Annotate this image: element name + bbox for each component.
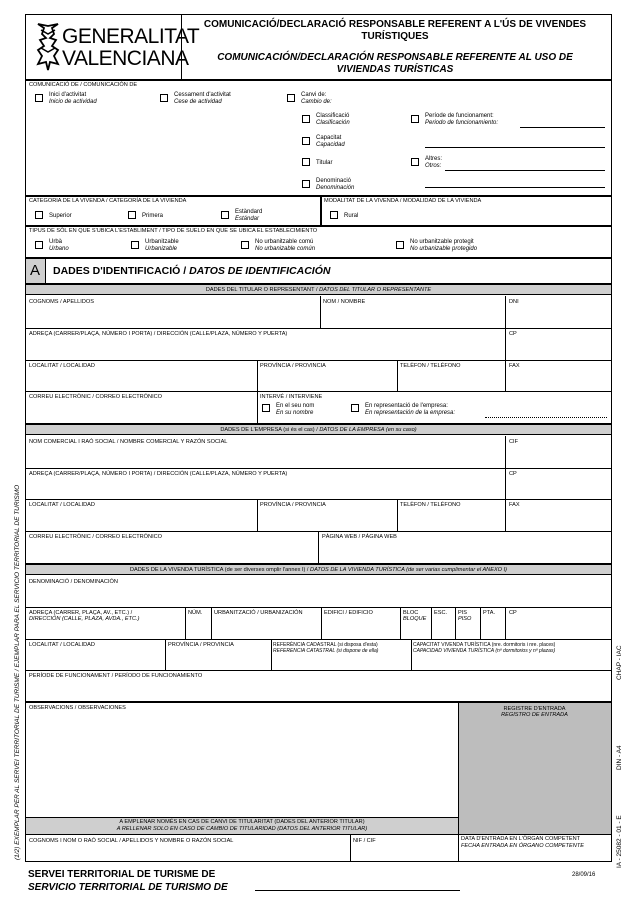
periode-line-2[interactable] xyxy=(425,147,605,148)
viv-pta: PTA. xyxy=(483,610,496,616)
emp-row-1 xyxy=(25,468,612,469)
emp-nom-field[interactable] xyxy=(26,446,504,467)
cessament-label-v: Cessament d'activitat xyxy=(174,92,231,98)
repres-line[interactable] xyxy=(485,417,607,418)
footer-servei-e: SERVICIO TERRITORIAL DE TURISMO DE xyxy=(28,882,228,893)
empresa-band-v: DADES DE L'EMPRESA (si és el cas) / xyxy=(220,427,320,433)
emp-localitat-field[interactable] xyxy=(26,509,256,530)
anterior-nif-field[interactable] xyxy=(351,845,457,861)
noub-prot-checkbox[interactable] xyxy=(396,241,404,249)
viv-address-field[interactable] xyxy=(26,624,184,638)
titular-band-e: DATOS DEL TITULAR O REPRESENTANTE xyxy=(319,287,432,293)
titular-band-text xyxy=(26,287,611,294)
empresa-band-text xyxy=(26,427,611,434)
primera-checkbox[interactable] xyxy=(128,211,136,219)
viv-bloc-v: BLOC xyxy=(403,610,419,616)
estandard-label-v: Estàndard xyxy=(235,209,263,215)
urbanitzable-label-e: Urbanizable xyxy=(145,246,178,252)
anterior-data-v: DATA D'ENTRADA EN L'ÒRGAN COMPETENT xyxy=(461,836,581,842)
capacitat-checkbox[interactable] xyxy=(302,137,310,145)
viv-row-2 xyxy=(25,639,612,640)
viv-col-esc xyxy=(431,607,432,639)
altres-line[interactable] xyxy=(445,170,605,171)
registre-e: REGISTRO DE ENTRADA xyxy=(501,712,568,718)
tit-fax-field[interactable] xyxy=(506,370,611,390)
viv-capac-v: CAPACITAT VIVENDA TURÍSTICA (nre. dormitoris i nre. places) xyxy=(413,642,556,648)
nom-propi-e: En su nombre xyxy=(276,410,314,416)
tit-telefon: TELÈFON / TELÉFONO xyxy=(400,363,461,369)
viv-col-pis xyxy=(455,607,456,639)
section-a-letter: A xyxy=(30,262,41,279)
primera-label: Primera xyxy=(142,213,164,219)
viv-denominacio: DENOMINACIÓ / DENOMINACIÓN xyxy=(29,579,118,585)
logo-text-2: VALENCIANA xyxy=(62,47,189,70)
emp-cif-field[interactable] xyxy=(506,446,611,467)
tit-cp-field[interactable] xyxy=(506,338,611,359)
noub-comu-checkbox[interactable] xyxy=(241,241,249,249)
emp-web-field[interactable] xyxy=(319,541,611,563)
emp-correu: CORREU ELECTRÒNIC / CORREO ELECTRÓNICO xyxy=(29,534,163,540)
inici-label-v: Inici d'activitat xyxy=(49,92,87,98)
urbanitzable-checkbox[interactable] xyxy=(131,241,139,249)
viv-adreca-e: DIRECCIÓN (CALLE, PLAZA, AVDA., ETC.) xyxy=(29,616,140,622)
emp-cp: CP xyxy=(509,471,517,477)
emp-adreca-field[interactable] xyxy=(26,478,504,498)
nom-propi-v: En el seu nom xyxy=(276,403,315,409)
emp-adreca: ADREÇA (CARRER/PLAÇA, NÚMERO I PORTA) / DIRECCIÓN (CALLE/PLAZA, NÚMERO Y PUERTA) xyxy=(29,471,288,477)
tit-row-2 xyxy=(25,360,612,361)
urba-checkbox[interactable] xyxy=(35,241,43,249)
anterior-band-v: A EMPLENAR NOMÉS EN CAS DE CANVI DE TITULARITAT (DADES DEL ANTERIOR TITULAR) xyxy=(119,819,365,825)
emp-provincia-field[interactable] xyxy=(258,509,396,530)
tit-localitat-field[interactable] xyxy=(26,370,256,390)
registre-box xyxy=(458,703,611,834)
emp-provincia: PROVÍNCIA / PROVINCIA xyxy=(260,502,326,508)
tit-localitat: LOCALITAT / LOCALIDAD xyxy=(29,363,95,369)
viv-refcad-field[interactable] xyxy=(272,656,410,669)
tit-cognoms: COGNOMS / APELLIDOS xyxy=(29,299,94,305)
repres-v: En representació de l'empresa: xyxy=(365,403,448,409)
classificacio-label-v: Classificació xyxy=(316,113,350,119)
emp-cp-field[interactable] xyxy=(506,478,611,498)
urba-label-v: Urbà xyxy=(49,239,63,245)
tit-provincia-field[interactable] xyxy=(258,370,396,390)
footer-servei-line[interactable] xyxy=(255,890,460,891)
viv-row-1 xyxy=(25,607,612,608)
viv-localitat: LOCALITAT / LOCALIDAD xyxy=(29,642,95,648)
superior-label: Superior xyxy=(49,213,72,219)
canvi-label-e: Cambio de: xyxy=(301,99,332,105)
tit-cp: CP xyxy=(509,331,517,337)
denominacio-checkbox[interactable] xyxy=(302,180,310,188)
emp-telefon: TELÈFON / TELÉFONO xyxy=(400,502,461,508)
empresa-band-e: DATOS DE LA EMPRESA (en su caso) xyxy=(319,427,417,433)
urba-label-e: Urbano xyxy=(49,246,69,252)
viv-col-urb xyxy=(211,607,212,639)
classificacio-label-e: Clasificación xyxy=(316,120,350,126)
title-spanish: COMUNICACIÓN/DECLARACIÓN RESPONSABLE REFERENTE AL USO DE VIVIENDAS TURÍSTICAS xyxy=(217,52,573,75)
emp-web: PÀGINA WEB / PÁGINA WEB xyxy=(322,534,397,540)
titular-label: Titular xyxy=(316,160,333,166)
altres-line-2[interactable] xyxy=(425,187,605,188)
emp-correu-field[interactable] xyxy=(26,541,317,563)
section-a-title-e: DATOS DE IDENTIFICACIÓN xyxy=(189,265,331,277)
tit-interve: INTERVÉ / INTERVIENE xyxy=(260,394,323,400)
emp-nom: NOM COMERCIAL I RAÓ SOCIAL / NOMBRE COMERCIAL Y RAZÓN SOCIAL xyxy=(29,439,228,445)
tit-nom: NOM / NOMBRE xyxy=(323,299,366,305)
tit-correu: CORREU ELECTRÒNIC / CORREO ELECTRÓNICO xyxy=(29,394,163,400)
canvi-checkbox[interactable] xyxy=(287,94,295,102)
viv-pis-v: PIS xyxy=(458,610,468,616)
anterior-data-e: FECHA ENTRADA EN ÓRGANO COMPETENTE xyxy=(461,843,584,849)
viv-col-cp xyxy=(505,607,506,639)
coat-of-arms-icon xyxy=(32,20,62,72)
periode-line[interactable] xyxy=(520,127,605,128)
viv-col-pta xyxy=(480,607,481,639)
nom-propi-checkbox[interactable] xyxy=(262,404,270,412)
rural-checkbox[interactable] xyxy=(330,211,338,219)
tit-telefon-field[interactable] xyxy=(398,370,504,390)
superior-checkbox[interactable] xyxy=(35,211,43,219)
viv-row-3 xyxy=(25,670,612,671)
periode-label-e: Periodo de funcionamiento: xyxy=(425,120,499,126)
tit-fax: FAX xyxy=(509,363,520,369)
comunicacio-heading: COMUNICACIÓ DE / COMUNICACIÓN DE xyxy=(29,82,138,88)
noub-comu-label-e: No urbanizable común xyxy=(255,246,316,252)
footer-servei-v: SERVEI TERRITORIAL DE TURISME DE xyxy=(28,869,216,880)
periode-label-v: Període de funcionament: xyxy=(425,113,494,119)
repres-checkbox[interactable] xyxy=(351,404,359,412)
viv-periode: PERÍODE DE FUNCIONAMENT / PERÍODO DE FUNCIONAMIENTO xyxy=(29,673,203,679)
canvi-label-v: Canvi de: xyxy=(301,92,327,98)
altres-label-e: Otros: xyxy=(425,163,442,169)
altres-checkbox[interactable] xyxy=(411,158,419,166)
vivenda-band-v: DADES DE LA VIVENDA TURÍSTICA (de ser diverses omplir l'annex I) / xyxy=(130,567,311,573)
anterior-cognoms: COGNOMS I NOM O RAÓ SOCIAL / APELLIDOS Y NOMBRE O RAZÓN SOCIAL xyxy=(29,838,234,844)
viv-capac-e: CAPACIDAD VIVIENDA TURÍSTICA (nº dormitorios y nº plazas) xyxy=(413,648,556,654)
title-valencian: COMUNICACIÓ/DECLARACIÓ RESPONSABLE REFERENT A L'ÚS DE VIVENDES TURÍSTIQUES xyxy=(203,19,587,42)
footer-date: 28/09/16 xyxy=(572,872,596,878)
viv-refcad-v: REFERÈNCIA CADASTRAL (si disposa d'esta) xyxy=(273,642,378,648)
tit-dni: DNI xyxy=(509,299,519,305)
tit-row-3 xyxy=(25,391,612,392)
categoria-heading: CATEGORIA DE LA VIVENDA / CATEGORÍA DE LA VIVIENDA xyxy=(29,198,187,204)
denominacio-label-e: Denominación xyxy=(316,185,355,191)
viv-denominacio-field[interactable] xyxy=(26,586,611,606)
inici-checkbox[interactable] xyxy=(35,94,43,102)
viv-pis-e: PISO xyxy=(458,616,472,622)
vivenda-band-e: DATOS DE LA VIVIENDA TURÍSTICA (de ser varias cumplimentar el ANEXO I) xyxy=(310,567,507,573)
tit-correu-field[interactable] xyxy=(26,401,256,423)
viv-capac-field[interactable] xyxy=(412,656,611,669)
side-right-bottom: IA - 25082 - 01 - E xyxy=(616,815,623,868)
capacitat-label-v: Capacitat xyxy=(316,135,342,141)
tit-adreca-field[interactable] xyxy=(26,338,504,359)
noub-prot-label-v: No urbanitzable protegit xyxy=(410,239,474,245)
tit-dni-field[interactable] xyxy=(506,306,611,327)
sol-heading: TIPUS DE SÒL EN QUE S'UBICA L'ESTABLIMENT / TIPO DE SUELO EN QUE SE UBICA EL ESTABLECIMIENTO xyxy=(29,228,318,234)
noub-comu-label-v: No urbanitzable comú xyxy=(255,239,314,245)
estandard-label-e: Estándar xyxy=(235,216,260,222)
titular-checkbox[interactable] xyxy=(302,158,310,166)
rural-label: Rural xyxy=(344,213,359,219)
vivenda-band-text xyxy=(26,567,611,574)
emp-localitat: LOCALITAT / LOCALIDAD xyxy=(29,502,95,508)
denominacio-label-v: Denominació xyxy=(316,178,352,184)
capacitat-label-e: Capacidad xyxy=(316,142,345,148)
tit-provincia: PROVÍNCIA / PROVINCIA xyxy=(260,363,326,369)
viv-edifici: EDIFICI / EDIFICIO xyxy=(324,610,373,616)
tit-cognoms-field[interactable] xyxy=(26,306,319,327)
tit-row-1 xyxy=(25,328,612,329)
viv-urbanitzacio: URBANITZACIÓ / URBANIZACIÓN xyxy=(214,610,303,616)
registre-v: REGISTRE D'ENTRADA xyxy=(503,706,566,712)
emp-row-2 xyxy=(25,499,612,500)
periode-checkbox[interactable] xyxy=(411,115,419,123)
tit-adreca: ADREÇA (CARRER/PLAÇA, NÚMERO I PORTA) / DIRECCIÓN (CALLE/PLAZA, NÚMERO Y PUERTA) xyxy=(29,331,288,337)
classificacio-checkbox[interactable] xyxy=(302,115,310,123)
altres-label-v: Altres: xyxy=(425,156,443,162)
anterior-row xyxy=(25,834,612,835)
emp-fax-field[interactable] xyxy=(506,509,611,530)
inici-label-e: Inicio de actividad xyxy=(49,99,97,105)
modalitat-heading: MODALITAT DE LA VIVENDA / MODALIDAD DE LA VIVIENDA xyxy=(324,198,482,204)
viv-bloc-e: BLOQUE xyxy=(403,616,427,622)
viv-col-num xyxy=(185,607,186,639)
emp-telefon-field[interactable] xyxy=(398,509,504,530)
noub-prot-label-e: No urbanizable protegido xyxy=(410,246,478,252)
side-right-top: CHAP - IAC xyxy=(616,645,623,680)
emp-fax: FAX xyxy=(509,502,520,508)
logo-text-1: GENERALITAT xyxy=(62,25,200,48)
viv-esc: ESC. xyxy=(434,610,448,616)
viv-adreca-v: ADREÇA (CARRER, PLAÇA, AV., ETC.) / xyxy=(29,610,133,616)
emp-cif: CIF xyxy=(509,439,519,445)
tit-nom-field[interactable] xyxy=(321,306,504,327)
viv-localitat-field[interactable] xyxy=(26,649,164,669)
viv-provincia: PROVÍNCIA / PROVINCIA xyxy=(168,642,234,648)
observacions-field[interactable] xyxy=(26,712,456,816)
generalitat-logo xyxy=(32,20,200,75)
titular-band-v: DADES DEL TITULAR O REPRESENTANT / xyxy=(205,287,320,293)
repres-e: En representación de la empresa: xyxy=(365,410,456,416)
section-a-title-v: DADES D'IDENTIFICACIÓ / xyxy=(53,265,190,277)
observacions-label: OBSERVACIONS / OBSERVACIONES xyxy=(29,705,126,711)
side-right-mid: DIN - A4 xyxy=(616,745,623,770)
viv-refcad-e: REFERENCIA CATASTRAL (si dispone de ella) xyxy=(273,648,379,654)
viv-periode-field[interactable] xyxy=(26,680,611,701)
section-a-title xyxy=(53,265,330,277)
anterior-band-e: A RELLENAR SOLO EN CASO DE CAMBIO DE TITULARIDAD (DATOS DEL ANTERIOR TITULAR) xyxy=(116,826,368,832)
cessament-checkbox[interactable] xyxy=(160,94,168,102)
anterior-col-data xyxy=(458,817,459,862)
viv-col-bloc xyxy=(400,607,401,639)
estandard-checkbox[interactable] xyxy=(221,211,229,219)
viv-cp: CP xyxy=(509,610,517,616)
viv-col-edif xyxy=(321,607,322,639)
side-left-text: (1/2) EXEMPLAR PER AL SERVEI TERRITORIAL DE TURISME / EJEMPLAR PARA EL SERVICIO TERRITORIAL DE TURISMO xyxy=(14,484,21,860)
anterior-cognoms-field[interactable] xyxy=(26,845,349,861)
viv-num: NÚM. xyxy=(188,610,203,616)
cessament-label-e: Cese de actividad xyxy=(174,99,222,105)
anterior-nif: NIF / CIF xyxy=(353,838,376,844)
urbanitzable-label-v: Urbanitzable xyxy=(145,239,179,245)
viv-provincia-field[interactable] xyxy=(166,649,270,669)
